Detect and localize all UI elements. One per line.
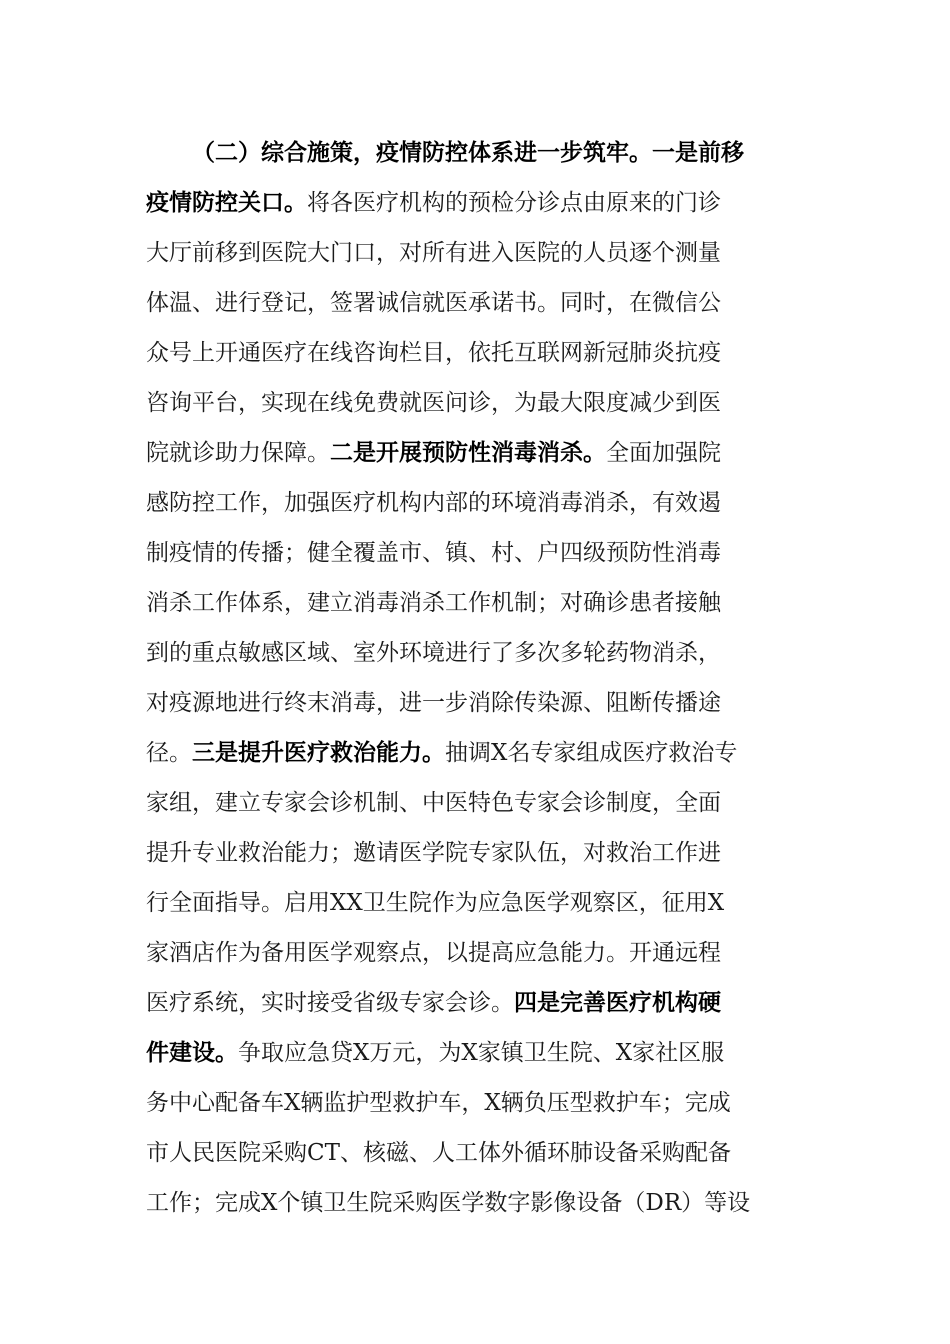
body-text: 家酒店作为备用医学观察点，以提高应急能力。开通远程 <box>146 940 721 966</box>
body-text: 市人民医院采购CT、核磁、人工体外循环肺设备采购配备 <box>146 1140 731 1166</box>
body-text: 到的重点敏感区域、室外环境进行了多次多轮药物消杀， <box>146 640 721 666</box>
body-text: 全面加强院 <box>606 440 721 466</box>
text-line <box>146 1078 806 1128</box>
bold-heading-text: 三是提升医疗救治能力。 <box>192 740 445 766</box>
text-line <box>146 878 806 928</box>
body-text: 消杀工作体系，建立消毒消杀工作机制；对确诊患者接触 <box>146 590 721 616</box>
text-line <box>146 828 806 878</box>
body-text: 行全面指导。启用XX卫生院作为应急医学观察区，征用X <box>146 890 725 916</box>
body-text: 务中心配备车X辆监护型救护车，X辆负压型救护车；完成 <box>146 1090 731 1116</box>
bold-heading-text: （二）综合施策，疫情防控体系进一步筑牢。一是前移 <box>192 140 744 166</box>
text-line <box>146 628 806 678</box>
text-line <box>146 928 806 978</box>
text-line <box>146 1128 806 1178</box>
text-line <box>146 278 806 328</box>
body-text: 提升专业救治能力；邀请医学院专家队伍，对救治工作进 <box>146 840 721 866</box>
body-text: 对疫源地进行终末消毒，进一步消除传染源、阻断传播途 <box>146 690 721 716</box>
text-line <box>146 778 806 828</box>
body-text: 家组，建立专家会诊机制、中医特色专家会诊制度，全面 <box>146 790 721 816</box>
body-text: 感防控工作，加强医疗机构内部的环境消毒消杀，有效遏 <box>146 490 721 516</box>
text-line <box>146 178 806 228</box>
body-text: 咨询平台，实现在线免费就医问诊，为最大限度减少到医 <box>146 390 721 416</box>
text-line <box>146 728 806 778</box>
text-line <box>146 528 806 578</box>
body-text: 众号上开通医疗在线咨询栏目，依托互联网新冠肺炎抗疫 <box>146 340 721 366</box>
text-line <box>146 378 806 428</box>
bold-heading-text: 件建设。 <box>146 1040 238 1066</box>
body-text: 大厅前移到医院大门口，对所有进入医院的人员逐个测量 <box>146 240 721 266</box>
body-paragraph <box>146 128 806 1228</box>
body-text: 体温、进行登记，签署诚信就医承诺书。同时，在微信公 <box>146 290 721 316</box>
body-text: 径。 <box>146 740 192 766</box>
text-line <box>146 328 806 378</box>
bold-heading-text: 二是开展预防性消毒消杀。 <box>330 440 606 466</box>
body-text: 抽调X名专家组成医疗救治专 <box>445 740 738 766</box>
text-line <box>146 128 806 178</box>
body-text: 院就诊助力保障。 <box>146 440 330 466</box>
text-line <box>146 428 806 478</box>
body-text: 工作；完成X个镇卫生院采购医学数字影像设备（DR）等设 <box>146 1190 751 1216</box>
text-line <box>146 678 806 728</box>
text-line <box>146 228 806 278</box>
text-line <box>146 978 806 1028</box>
body-text: 制疫情的传播；健全覆盖市、镇、村、户四级预防性消毒 <box>146 540 721 566</box>
body-text: 将各医疗机构的预检分诊点由原来的门诊 <box>307 190 721 216</box>
text-line <box>146 1028 806 1078</box>
body-text: 医疗系统，实时接受省级专家会诊。 <box>146 990 514 1016</box>
text-line <box>146 478 806 528</box>
bold-heading-text: 四是完善医疗机构硬 <box>514 990 721 1016</box>
text-line <box>146 1178 806 1228</box>
text-line <box>146 578 806 628</box>
body-text: 争取应急贷X万元，为X家镇卫生院、X家社区服 <box>238 1040 725 1066</box>
bold-heading-text: 疫情防控关口。 <box>146 190 307 216</box>
